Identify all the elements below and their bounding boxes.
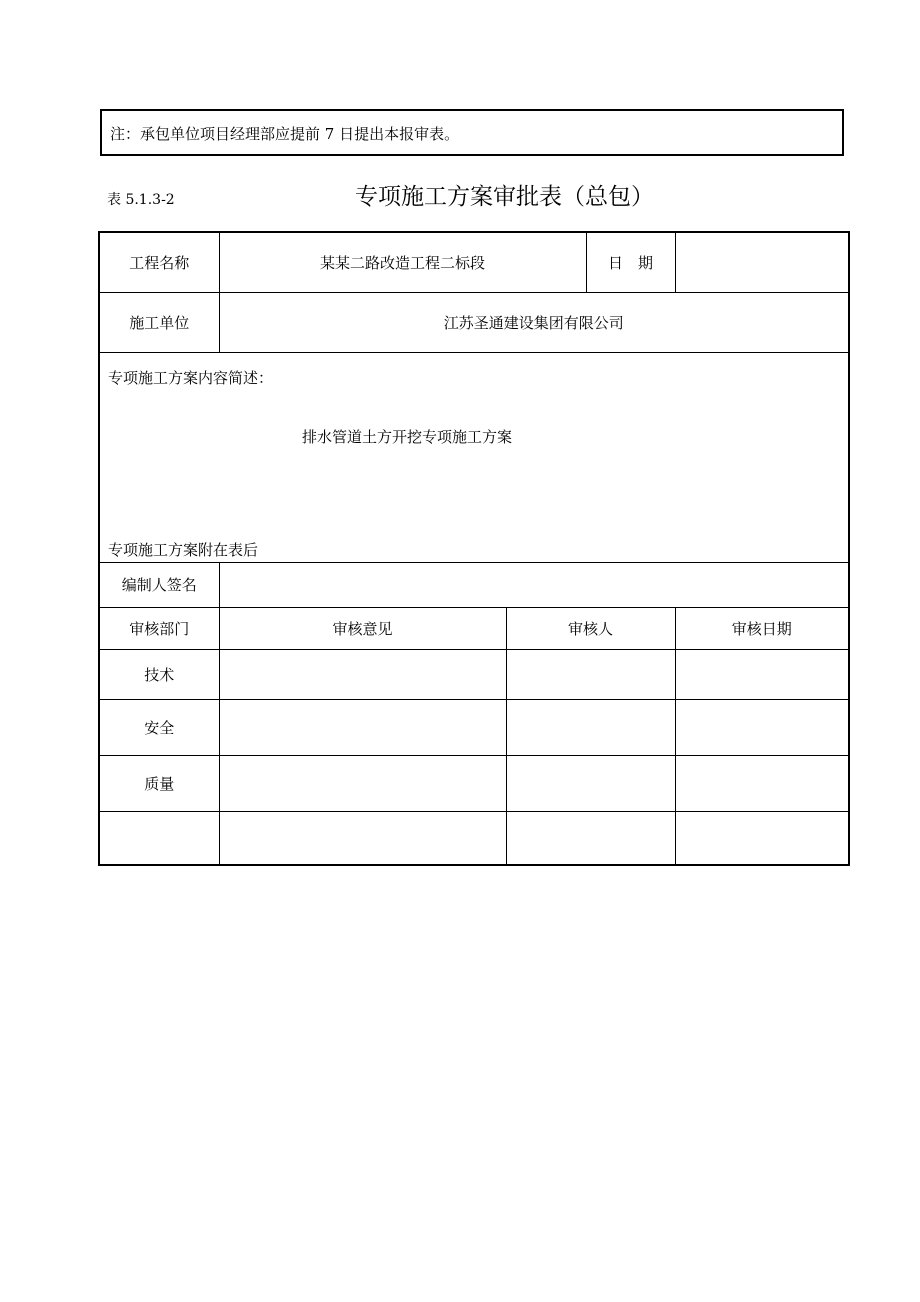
contractor-row (99, 292, 849, 352)
preparer-label: 编制人签名 (99, 562, 219, 607)
review-dept-tech: 技术 (99, 649, 219, 699)
review-reviewer-cell[interactable] (506, 755, 675, 811)
plan-summary-label: 专项施工方案内容简述： (108, 368, 274, 387)
preparer-signature[interactable] (219, 562, 849, 607)
contractor-value[interactable]: 江苏圣通建设集团有限公司 (219, 292, 849, 352)
note-text: 注：承包单位项目经理部应提前 7 日提出本报审表。 (110, 125, 460, 143)
review-date-cell[interactable] (675, 755, 849, 811)
date-value[interactable] (675, 232, 849, 292)
project-name-label: 工程名称 (99, 232, 219, 292)
review-dept-quality: 质量 (99, 755, 219, 811)
review-dept-safety: 安全 (99, 699, 219, 755)
review-row-tech (99, 649, 849, 699)
review-header-opinion: 审核意见 (219, 607, 506, 649)
review-date-cell[interactable] (675, 649, 849, 699)
review-opinion-cell[interactable] (219, 699, 506, 755)
review-opinion-cell[interactable] (219, 755, 506, 811)
review-reviewer-cell[interactable] (506, 699, 675, 755)
review-reviewer-cell[interactable] (506, 811, 675, 865)
plan-summary-text: 排水管道土方开挖专项施工方案 (302, 427, 513, 446)
review-header-row (99, 607, 849, 649)
preparer-row (99, 562, 849, 607)
review-date-cell[interactable] (675, 811, 849, 865)
review-header-date: 审核日期 (675, 607, 849, 649)
contractor-label: 施工单位 (99, 292, 219, 352)
plan-attached-note: 专项施工方案附在表后 (108, 540, 259, 559)
form-code: 表 5.1.3-2 (107, 192, 175, 208)
review-date-cell[interactable] (675, 699, 849, 755)
review-row-blank (99, 811, 849, 865)
review-opinion-cell[interactable] (219, 649, 506, 699)
review-row-safety (99, 699, 849, 755)
project-name-value[interactable]: 某某二路改造工程二标段 (219, 232, 586, 292)
date-label: 日 期 (586, 232, 675, 292)
project-row (99, 232, 849, 292)
review-opinion-cell[interactable] (219, 811, 506, 865)
approval-table (98, 231, 850, 866)
review-row-quality (99, 755, 849, 811)
review-header-reviewer: 审核人 (506, 607, 675, 649)
note-box (100, 109, 844, 156)
plan-summary-row (99, 352, 849, 562)
review-reviewer-cell[interactable] (506, 649, 675, 699)
form-title: 专项施工方案审批表（总包） (355, 184, 654, 210)
review-header-dept: 审核部门 (99, 607, 219, 649)
plan-summary-cell[interactable] (99, 352, 849, 562)
review-dept-blank[interactable] (99, 811, 219, 865)
